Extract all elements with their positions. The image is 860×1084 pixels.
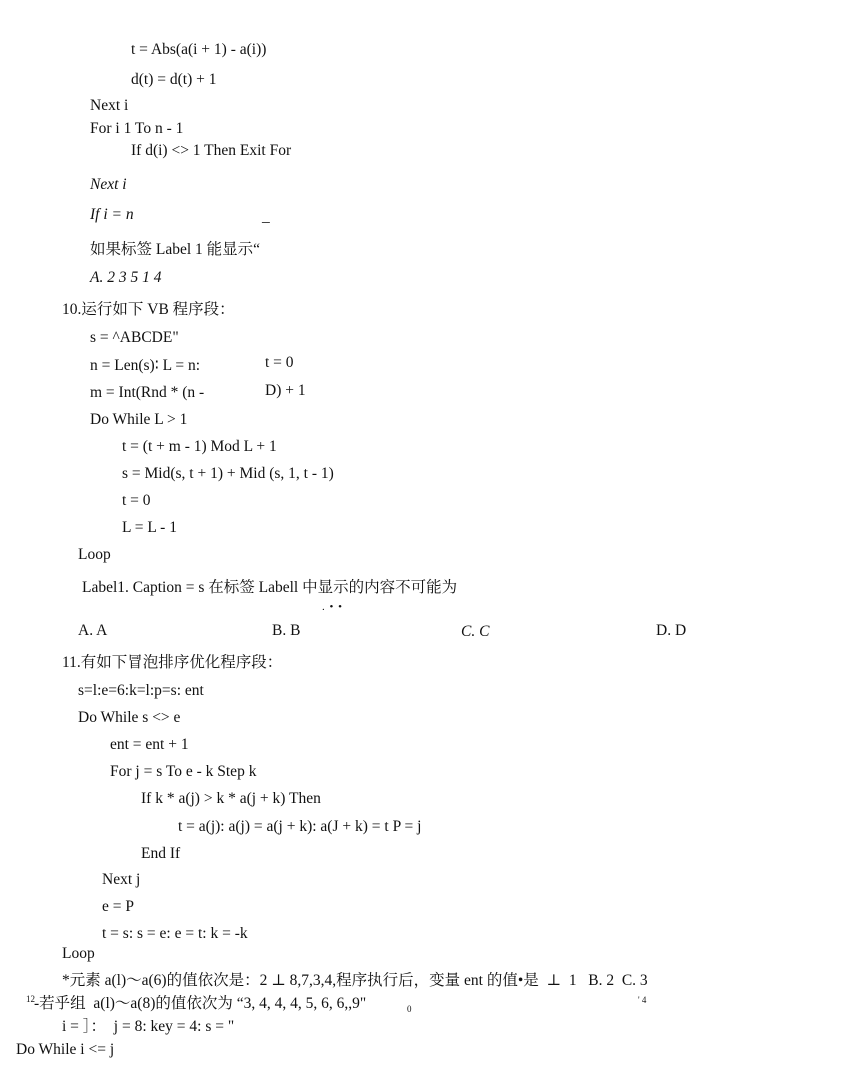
code-line: Loop <box>62 945 95 962</box>
code-line: Next i <box>90 176 127 193</box>
code-line: ent = ent + 1 <box>110 736 189 753</box>
answer-option-a: A. A <box>78 622 108 639</box>
code-line: n = Len(s)∶ L = n: <box>90 357 201 374</box>
code-line: Next j <box>102 871 141 888</box>
question-text: *元素 a(l)～a(6)的值依次是：2 ⊥ 8,7,3,4,程序执行后，变量 ent 的值•是 ⊥ 1 B. 2 C. 3 <box>62 972 648 989</box>
emphasis-dots: . • • <box>322 601 343 613</box>
code-line: t = s: s = e: e = t: k = -k <box>102 925 248 942</box>
answer-option: A. 2 3 5 1 4 <box>90 269 162 286</box>
code-line: s=l:e=6:k=l:p=s: ent <box>78 682 204 699</box>
code-line: L = L - 1 <box>122 519 177 536</box>
answer-option-b: B. B <box>272 622 301 639</box>
answer-option-c: C. C <box>461 623 490 640</box>
code-line: For i 1 To n - 1 <box>90 120 184 137</box>
code-line: Do While i <= j <box>16 1041 115 1058</box>
code-line: Next i <box>90 97 129 114</box>
question-text: 如果标签 Label 1 能显示“ <box>90 241 261 258</box>
ocr-fragment: 0 <box>407 1004 412 1014</box>
code-line: m = Int(Rnd * (n - <box>90 384 205 401</box>
question-heading: 11.有如下冒泡排序优化程序段： <box>62 654 283 671</box>
code-line: d(t) = d(t) + 1 <box>131 71 217 88</box>
code-line: t = 0 <box>122 492 151 509</box>
code-line: t = 0 <box>265 354 294 371</box>
code-line: D) + 1 <box>265 382 306 399</box>
question-heading: 10.运行如下 VB 程序段： <box>62 301 235 318</box>
code-line: s = ^ABCDE" <box>90 329 179 346</box>
code-line: i = ］： j = 8: key = 4: s = " <box>62 1018 235 1035</box>
code-line: t = (t + m - 1) Mod L + 1 <box>122 438 277 455</box>
code-line: Do While L > 1 <box>90 411 188 428</box>
question-number: 12 <box>26 994 35 1004</box>
ocr-fragment: ' 4 <box>638 995 647 1005</box>
answer-option-d: D. D <box>656 622 687 639</box>
code-line: t = a(j): a(j) = a(j + k): a(J + k) = t P = j <box>178 818 422 835</box>
code-line: If d(i) <> 1 Then Exit For <box>131 142 292 159</box>
blank-mark: _ <box>262 208 270 225</box>
code-line: If k * a(j) > k * a(j + k) Then <box>141 790 321 807</box>
question-text: Label1. Caption = s 在标签 Labell 中显示的内容不可能为 <box>82 579 458 596</box>
code-line: s = Mid(s, t + 1) + Mid (s, 1, t - 1) <box>122 465 334 482</box>
code-line: For j = s To e - k Step k <box>110 763 257 780</box>
code-line: End If <box>141 845 181 862</box>
question-text: -若乎组 a(l)～a(8)的值依次为 “3, 4, 4, 4, 5, 6, 6,,9" <box>34 995 367 1012</box>
code-line: Do While s <> e <box>78 709 181 726</box>
code-line: t = Abs(a(i + 1) - a(i)) <box>131 41 267 58</box>
code-line: e = P <box>102 898 134 915</box>
code-line: Loop <box>78 546 111 563</box>
code-line: If i = n <box>90 206 134 223</box>
